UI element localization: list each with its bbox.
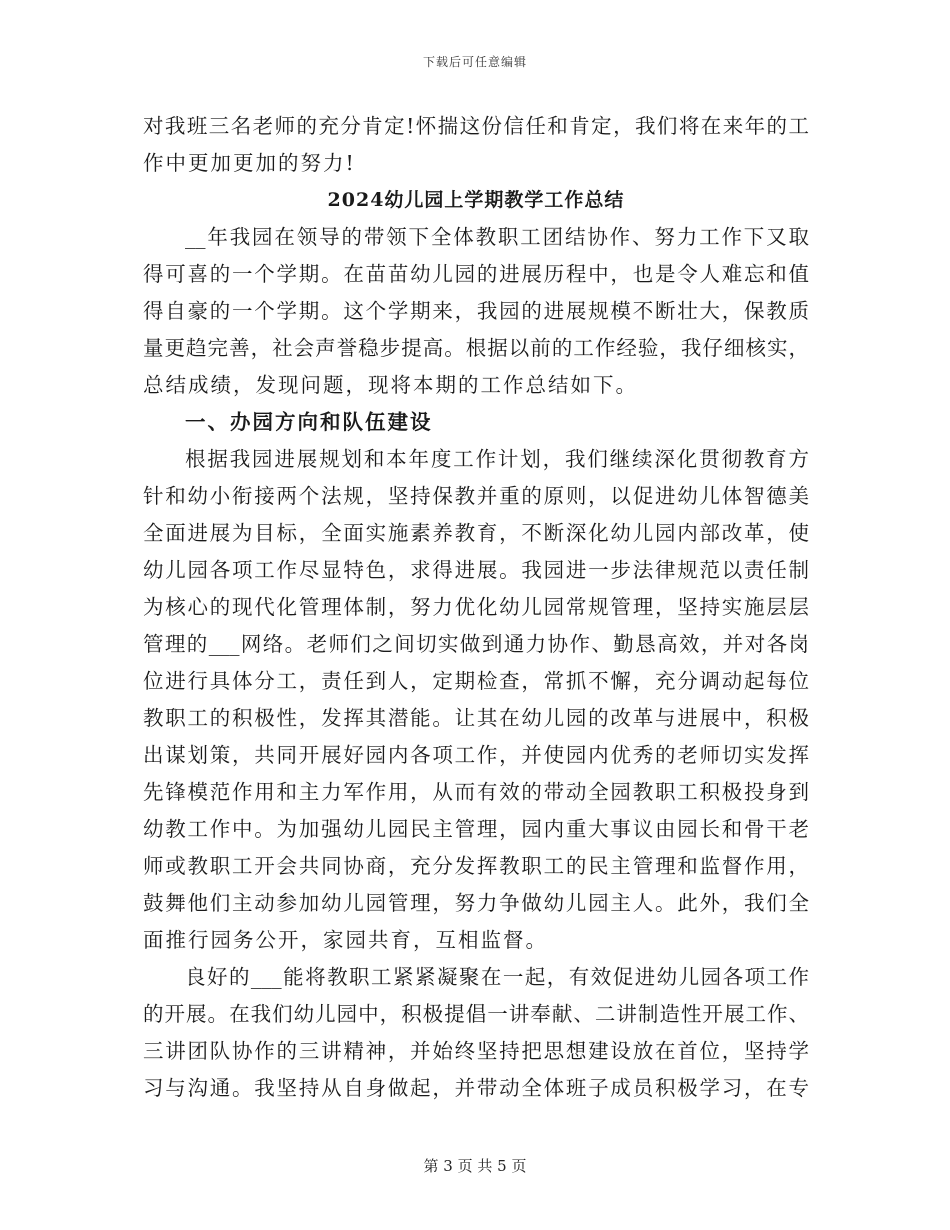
paragraph-line: 得自豪的一个学期。这个学期来，我园的进展规模不断壮大，保教质 [143, 299, 809, 323]
paragraph-line: 位进行具体分工，责任到人，定期检查，常抓不懈，充分调动起每位 [143, 669, 809, 693]
paragraph-line: 出谋划策，共同开展好园内各项工作，并使园内优秀的老师切实发挥 [143, 743, 809, 767]
paragraph-line: 先锋模范作用和主力军作用，从而有效的带动全园教职工积极投身到 [143, 780, 809, 804]
paragraph-line: 对我班三名老师的充分肯定!怀揣这份信任和肯定，我们将在来年的工 [143, 114, 809, 138]
document-title: 2024幼儿园上学期教学工作总结 [327, 189, 625, 211]
paragraph-line: 良好的___能将教职工紧紧凝聚在一起，有效促进幼儿园各项工作 [185, 965, 809, 989]
paragraph-line: 全面进展为目标，全面实施素养教育，不断深化幼儿园内部改革，使 [143, 521, 809, 545]
paragraph-line: 习与沟通。我坚持从自身做起，并带动全体班子成员积极学习，在专 [143, 1076, 809, 1100]
paragraph-line: 作中更加更加的努力! [143, 151, 356, 175]
paragraph-line: 三讲团队协作的三讲精神，并始终坚持把思想建设放在首位，坚持学 [143, 1039, 809, 1063]
paragraph-line: 幼儿园各项工作尽显特色，求得进展。我园进一步法律规范以责任制 [143, 558, 809, 582]
page-header: 下载后可任意编辑 [422, 55, 527, 69]
paragraph-line: 为核心的现代化管理体制，努力优化幼儿园常规管理，坚持实施层层 [143, 595, 809, 619]
paragraph-line: __年我园在领导的带领下全体教职工团结协作、努力工作下又取 [185, 225, 809, 249]
paragraph-line: 教职工的积极性，发挥其潜能。让其在幼儿园的改革与进展中，积极 [143, 706, 809, 730]
section-heading: 一、办园方向和队伍建设 [185, 410, 433, 434]
paragraph-line: 幼教工作中。为加强幼儿园民主管理，园内重大事议由园长和骨干老 [143, 817, 809, 841]
paragraph-line: 总结成绩，发现问题，现将本期的工作总结如下。 [143, 373, 638, 397]
paragraph-line: 管理的___网络。老师们之间切实做到通力协作、勤恳高效，并对各岗 [143, 632, 809, 656]
document-body [143, 108, 809, 1107]
paragraph-line: 面推行园务公开，家园共育，互相监督。 [143, 928, 548, 952]
paragraph-line: 鼓舞他们主动参加幼儿园管理，努力争做幼儿园主人。此外，我们全 [143, 891, 809, 915]
page-number: 第 3 页 共 5 页 [423, 1157, 527, 1175]
paragraph-line: 量更趋完善，社会声誉稳步提高。根据以前的工作经验，我仔细核实， [143, 336, 809, 360]
paragraph-line: 针和幼小衔接两个法规，坚持保教并重的原则，以促进幼儿体智德美 [143, 484, 809, 508]
paragraph-line: 得可喜的一个学期。在苗苗幼儿园的进展历程中，也是令人难忘和值 [143, 262, 809, 286]
paragraph-line: 师或教职工开会共同协商，充分发挥教职工的民主管理和监督作用， [143, 854, 809, 878]
paragraph-line: 根据我园进展规划和本年度工作计划，我们继续深化贯彻教育方 [185, 447, 809, 471]
paragraph-line: 的开展。在我们幼儿园中，积极提倡一讲奉献、二讲制造性开展工作、 [143, 1002, 809, 1026]
